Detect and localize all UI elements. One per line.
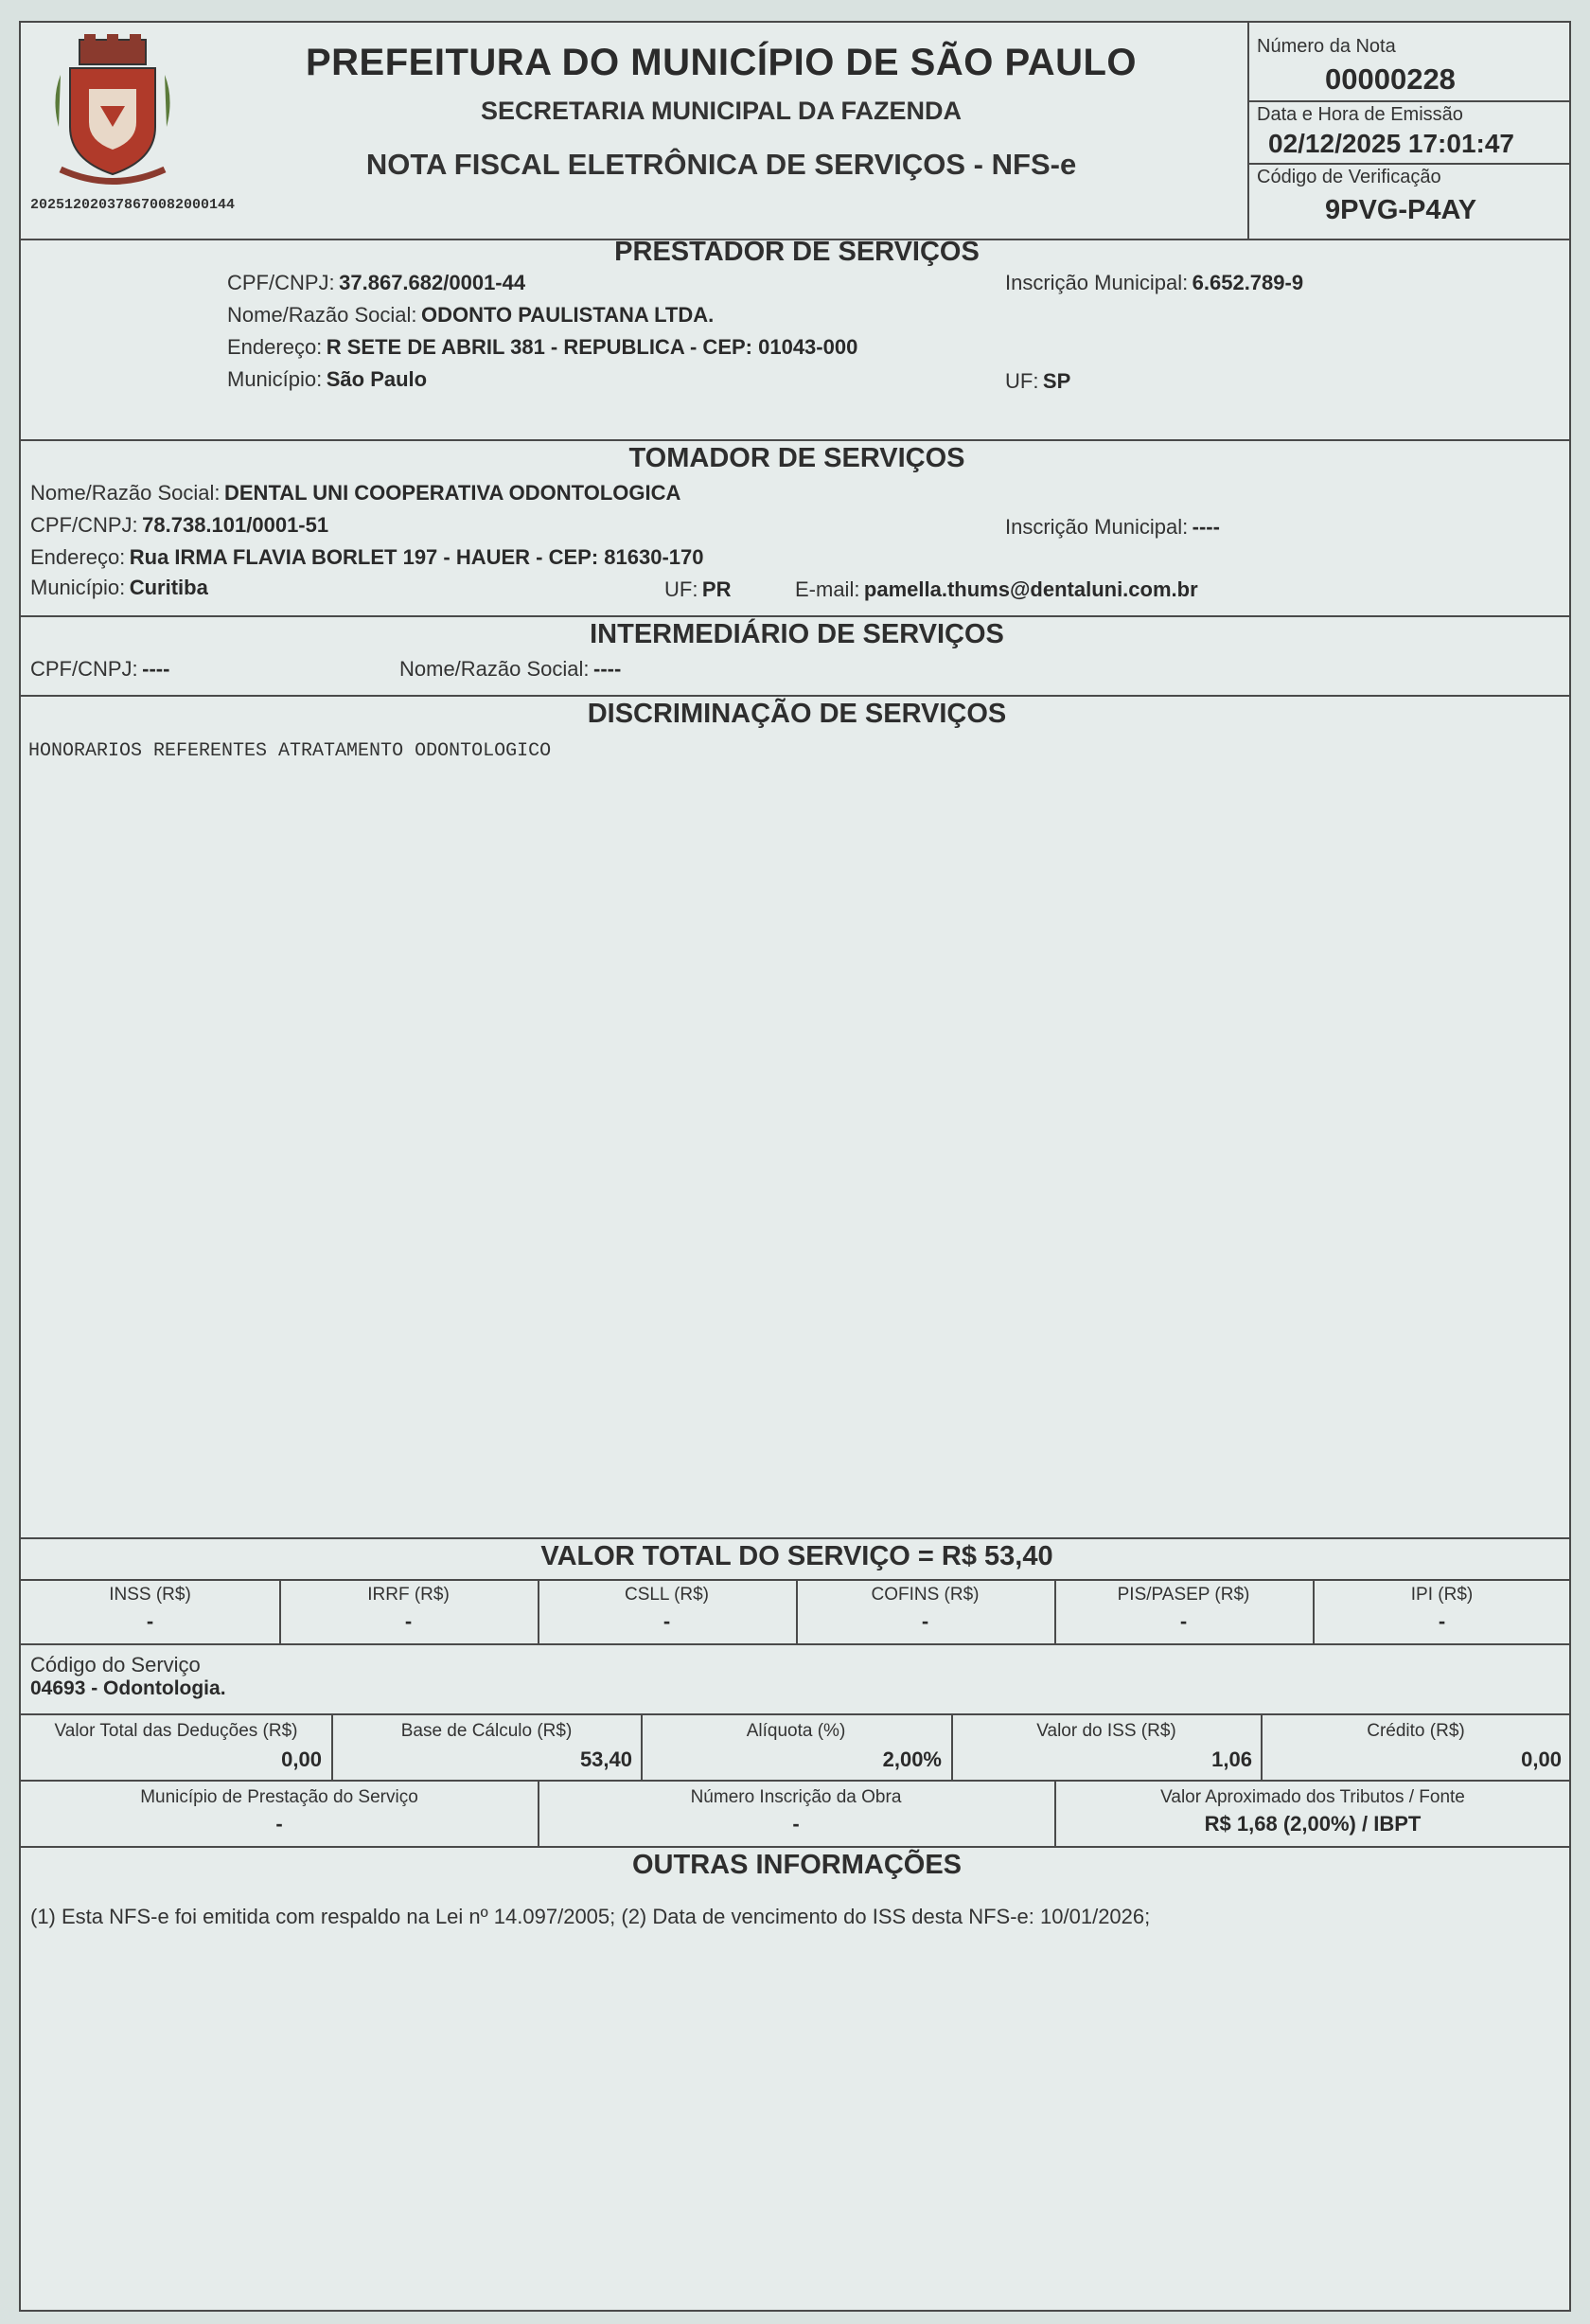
tax-withholding-label: INSS (R$) bbox=[109, 1585, 191, 1605]
tax-calculation-value: 53,40 bbox=[579, 1747, 632, 1771]
provider-cnpj-row: CPF/CNPJ: 37.867.682/0001-44 bbox=[227, 271, 526, 294]
municipality-title: PREFEITURA DO MUNICÍPIO DE SÃO PAULO bbox=[305, 42, 1138, 83]
intermediary-cnpj: ---- bbox=[142, 657, 170, 681]
service-description: HONORARIOS REFERENTES ATRATAMENTO ODONTOLOGICO bbox=[28, 740, 552, 762]
customer-cnpj: 78.738.101/0001-51 bbox=[142, 513, 329, 537]
tax-withholding-value: - bbox=[1438, 1609, 1446, 1633]
tax-calculation-label: Valor Total das Deduções (R$) bbox=[54, 1721, 298, 1741]
intermediary-section-title: INTERMEDIÁRIO DE SERVIÇOS bbox=[590, 619, 1004, 649]
provider-section-title: PRESTADOR DE SERVIÇOS bbox=[614, 237, 980, 267]
provider-city: São Paulo bbox=[326, 367, 428, 391]
total-value-title: VALOR TOTAL DO SERVIÇO = R$ 53,40 bbox=[540, 1541, 1053, 1571]
service-code-label: Código do Serviço bbox=[30, 1653, 201, 1676]
approx-taxes-value: R$ 1,68 (2,00%) / IBPT bbox=[1204, 1812, 1422, 1836]
intermediary-cnpj-row: CPF/CNPJ: ---- bbox=[30, 657, 170, 681]
tax-withholding-value: - bbox=[921, 1609, 929, 1633]
tax-calculation-value: 2,00% bbox=[882, 1747, 942, 1771]
secretariat-subtitle: SECRETARIA MUNICIPAL DA FAZENDA bbox=[480, 97, 962, 125]
customer-im-row: Inscrição Municipal: ---- bbox=[1005, 515, 1220, 539]
verification-code-value: 9PVG-P4AY bbox=[1325, 195, 1477, 225]
nfse-document bbox=[19, 21, 1571, 2312]
customer-section-title: TOMADOR DE SERVIÇOS bbox=[628, 443, 965, 473]
provider-uf-row: UF: SP bbox=[1005, 369, 1071, 393]
provider-name-row: Nome/Razão Social: ODONTO PAULISTANA LTDA. bbox=[227, 303, 715, 327]
tax-calculation-label: Valor do ISS (R$) bbox=[1036, 1721, 1176, 1741]
tax-withholding-value: - bbox=[1179, 1609, 1188, 1633]
service-city-value: - bbox=[275, 1812, 283, 1836]
tax-withholding-value: - bbox=[146, 1609, 154, 1633]
customer-city-row: Município: Curitiba bbox=[30, 576, 208, 599]
intermediary-name-row: Nome/Razão Social: ---- bbox=[399, 657, 622, 681]
document-type-title: NOTA FISCAL ELETRÔNICA DE SERVIÇOS - NFS-e bbox=[365, 148, 1077, 181]
tax-withholding-label: IPI (R$) bbox=[1410, 1585, 1474, 1605]
issue-datetime-label: Data e Hora de Emissão bbox=[1257, 104, 1463, 125]
other-info-section-title: OUTRAS INFORMAÇÕES bbox=[632, 1850, 962, 1880]
customer-email-row: E-mail: pamella.thums@dentaluni.com.br bbox=[795, 577, 1198, 601]
tax-calculation-value: 0,00 bbox=[281, 1747, 322, 1771]
provider-address-row: Endereço: R SETE DE ABRIL 381 - REPUBLICA - CEP: 01043-000 bbox=[227, 335, 858, 359]
tax-calculation-value: 1,06 bbox=[1211, 1747, 1252, 1771]
customer-email: pamella.thums@dentaluni.com.br bbox=[863, 577, 1198, 601]
city-coat-of-arms-logo bbox=[42, 32, 184, 193]
intermediary-name: ---- bbox=[593, 657, 622, 681]
customer-uf: PR bbox=[701, 577, 732, 601]
customer-city: Curitiba bbox=[129, 576, 208, 599]
approx-taxes-label: Valor Aproximado dos Tributos / Fonte bbox=[1160, 1787, 1465, 1807]
customer-name-row: Nome/Razão Social: DENTAL UNI COOPERATIVA ODONTOLOGICA bbox=[30, 481, 681, 505]
tax-withholding-label: PIS/PASEP (R$) bbox=[1117, 1585, 1250, 1605]
tax-calculation-label: Base de Cálculo (R$) bbox=[400, 1721, 573, 1741]
provider-uf: SP bbox=[1042, 369, 1071, 393]
service-code-value: 04693 - Odontologia. bbox=[30, 1677, 226, 1699]
tax-calculation-value: 0,00 bbox=[1521, 1747, 1562, 1771]
work-registration-label: Número Inscrição da Obra bbox=[690, 1787, 902, 1807]
provider-im-row: Inscrição Municipal: 6.652.789-9 bbox=[1005, 271, 1304, 294]
tax-withholding-label: CSLL (R$) bbox=[624, 1585, 710, 1605]
invoice-number-value: 00000228 bbox=[1325, 62, 1456, 96]
work-registration-value: - bbox=[792, 1812, 800, 1836]
tax-withholding-label: IRRF (R$) bbox=[367, 1585, 450, 1605]
tax-withholding-value: - bbox=[404, 1609, 413, 1633]
barcode-number: 202512020378670082000144 bbox=[30, 197, 236, 213]
issue-datetime-value: 02/12/2025 17:01:47 bbox=[1268, 129, 1514, 158]
customer-cnpj-row: CPF/CNPJ: 78.738.101/0001-51 bbox=[30, 513, 329, 537]
provider-name: ODONTO PAULISTANA LTDA. bbox=[421, 303, 715, 327]
tax-calculation-label: Crédito (R$) bbox=[1367, 1721, 1465, 1741]
customer-address-row: Endereço: Rua IRMA FLAVIA BORLET 197 - HAUER - CEP: 81630-170 bbox=[30, 545, 704, 569]
invoice-number-label: Número da Nota bbox=[1257, 36, 1396, 57]
verification-code-label: Código de Verificação bbox=[1257, 167, 1441, 187]
provider-municipal-registration: 6.652.789-9 bbox=[1192, 271, 1304, 294]
tax-withholding-label: COFINS (R$) bbox=[871, 1585, 980, 1605]
customer-municipal-registration: ---- bbox=[1192, 515, 1220, 539]
customer-uf-row: UF: PR bbox=[664, 577, 732, 601]
provider-address: R SETE DE ABRIL 381 - REPUBLICA - CEP: 01043-000 bbox=[326, 335, 858, 359]
provider-cnpj: 37.867.682/0001-44 bbox=[339, 271, 526, 294]
tax-withholding-value: - bbox=[662, 1609, 671, 1633]
service-city-label: Município de Prestação do Serviço bbox=[140, 1787, 418, 1807]
other-info-text: (1) Esta NFS-e foi emitida com respaldo na Lei nº 14.097/2005; (2) Data de vencimento do ISS desta NFS-e: 10/01/2026; bbox=[30, 1905, 1151, 1928]
description-section-title: DISCRIMINAÇÃO DE SERVIÇOS bbox=[587, 699, 1007, 729]
customer-address: Rua IRMA FLAVIA BORLET 197 - HAUER - CEP: 81630-170 bbox=[129, 545, 704, 569]
provider-city-row: Município: São Paulo bbox=[227, 367, 428, 391]
customer-name: DENTAL UNI COOPERATIVA ODONTOLOGICA bbox=[224, 481, 681, 505]
tax-calculation-label: Alíquota (%) bbox=[746, 1721, 846, 1741]
